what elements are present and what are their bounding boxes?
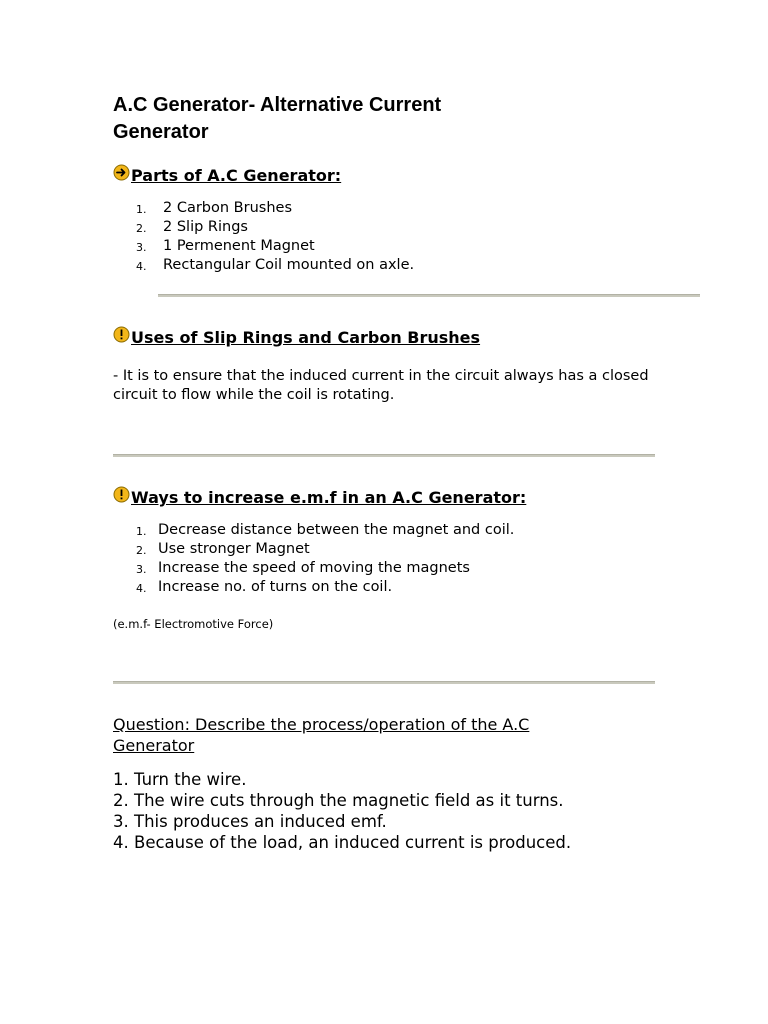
warning-icon [113,486,130,503]
page-title: A.C Generator- Alternative Current Generator [113,94,442,143]
section-heading-slip-rings [113,328,480,347]
list-item: 1. Turn the wire. [113,770,247,789]
arrow-circle-icon [113,164,130,181]
section-heading-emf [113,488,526,507]
section-heading-text: Parts of A.C Generator: [131,166,342,185]
warning-icon [113,326,130,343]
list-item: 3. Increase the speed of moving the magnets [136,560,470,576]
answer-list [113,769,571,853]
list-item: 3. 1 Permenent Magnet [136,238,315,254]
slip-rings-paragraph: - It is to ensure that the induced current in the circuit always has a closed circuit to flow while the coil is rotating. [113,368,649,403]
list-item: 4. Increase no. of turns on the coil. [136,579,393,595]
list-item: 4. Because of the load, an induced current is produced. [113,833,572,852]
parts-list [136,199,415,275]
list-item: 4. Rectangular Coil mounted on axle. [136,257,415,273]
list-item: 1. 2 Carbon Brushes [136,200,292,216]
section-heading-parts [113,166,341,185]
section-heading-text: Uses of Slip Rings and Carbon Brushes [131,328,481,347]
list-item: 1. Decrease distance between the magnet and coil. [136,522,515,538]
emf-list [136,521,515,597]
divider [113,454,655,457]
divider [158,294,700,297]
divider [113,681,655,684]
list-item: 2. 2 Slip Rings [136,219,248,235]
list-item: 3. This produces an induced emf. [113,812,387,831]
list-item: 2. The wire cuts through the magnetic field as it turns. [113,791,564,810]
emf-footnote: (e.m.f- Electromotive Force) [113,617,274,631]
section-heading-text: Ways to increase e.m.f in an A.C Generator: [131,488,527,507]
list-item: 2. Use stronger Magnet [136,541,310,557]
question-heading: Question: Describe the process/operation of the A.C Generator [113,715,530,755]
